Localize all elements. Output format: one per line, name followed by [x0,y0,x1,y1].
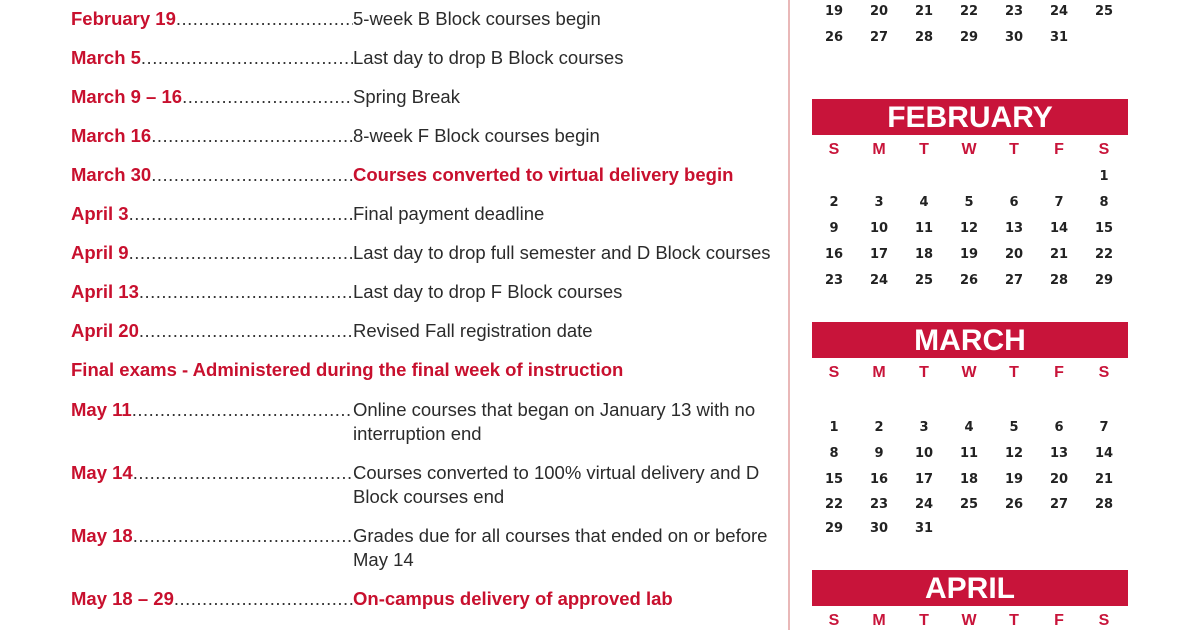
weekday-label: F [1054,141,1064,158]
date-entry [71,524,771,572]
day-number: 12 [1004,446,1024,461]
weekday-label: W [961,364,977,381]
date-entry [71,241,771,265]
entry-date: April 20 [71,320,139,341]
day-number: 20 [869,4,889,19]
weekday-label: M [872,141,886,158]
day-number: 21 [1094,472,1114,487]
date-entry [71,461,771,509]
dot-leader [129,202,353,226]
day-number: 26 [959,273,979,288]
dot-leader [133,461,353,509]
day-number: 17 [914,472,934,487]
weekday-label: S [828,364,840,381]
entry-date: May 18 [71,525,133,546]
day-number: 25 [959,497,979,512]
weekday-label: M [872,364,886,381]
column-divider [788,0,790,630]
dot-leader [132,398,353,446]
dot-leader [133,524,353,572]
entry-description: Courses converted to virtual delivery begin [353,164,734,185]
entry-date: April 3 [71,203,129,224]
date-entry [71,85,771,109]
day-number: 24 [1049,4,1069,19]
day-number: 17 [869,247,889,262]
day-number: 9 [874,446,884,461]
day-number: 30 [869,521,889,536]
month-calendar [812,322,1128,536]
weekday-label: S [1098,364,1110,381]
entry-description: Final payment deadline [353,203,545,224]
entry-date: April 9 [71,242,129,263]
day-number: 13 [1004,221,1024,236]
weekday-label: T [1009,364,1019,381]
day-number: 23 [824,273,844,288]
day-number: 11 [914,221,934,236]
day-number: 28 [1094,497,1114,512]
weekday-label: W [961,141,977,158]
entry-date: May 11 [71,399,132,420]
entry-date: March 9 – 16 [71,86,183,107]
day-number: 2 [874,420,884,435]
entry-date: March 5 [71,47,141,68]
date-entry [71,7,771,31]
weekday-label: S [828,141,840,158]
entry-date: March 16 [71,125,152,146]
day-number: 1 [1099,169,1109,184]
day-number: 31 [914,521,934,536]
day-number: 10 [914,446,934,461]
weekday-label: T [919,141,929,158]
day-number: 4 [919,195,929,210]
day-number: 29 [824,521,844,536]
weekday-label: F [1054,612,1064,629]
date-leader [71,398,353,446]
day-number: 27 [1004,273,1024,288]
day-number: 24 [914,497,934,512]
date-entry [71,202,771,226]
date-entry [71,163,771,187]
entry-date: March 30 [71,164,152,185]
entry-date: May 14 [71,462,133,483]
weekday-label: T [919,612,929,629]
date-leader [71,7,353,31]
day-number: 6 [1009,195,1019,210]
date-leader [71,85,353,109]
entry-description: Spring Break [353,86,460,107]
day-number: 26 [824,30,844,45]
weekday-label: M [872,612,886,629]
day-number: 14 [1094,446,1114,461]
academic-dates-list [71,7,771,626]
weekday-label: T [1009,141,1019,158]
date-entry [71,587,771,611]
dot-leader [129,241,353,265]
day-number: 19 [959,247,979,262]
month-header: APRIL [812,570,1128,606]
date-leader [71,524,353,572]
section-heading: Final exams - Administered during the final week of instruction [71,359,624,380]
date-entry [71,280,771,304]
day-number: 19 [1004,472,1024,487]
day-number: 5 [1009,420,1019,435]
day-number: 28 [1049,273,1069,288]
day-number: 8 [829,446,839,461]
dot-leader [182,85,353,109]
day-number: 22 [1094,247,1114,262]
day-number: 26 [1004,497,1024,512]
month-header: FEBRUARY [812,99,1128,135]
day-number: 29 [1094,273,1114,288]
day-number: 24 [869,273,889,288]
entry-date: February 19 [71,8,176,29]
day-number: 3 [919,420,929,435]
date-leader [71,319,353,343]
weekday-label: S [828,612,840,629]
day-number: 16 [869,472,889,487]
date-entry [71,319,771,343]
day-number: 20 [1004,247,1024,262]
weekday-label: F [1054,364,1064,381]
day-number: 5 [964,195,974,210]
day-number: 31 [1049,30,1069,45]
day-number: 28 [914,30,934,45]
entry-description: Revised Fall registration date [353,320,593,341]
day-number: 16 [824,247,844,262]
day-number: 10 [869,221,889,236]
dot-leader [174,587,353,611]
entry-date: April 13 [71,281,139,302]
dot-leader [151,124,353,148]
day-number: 1 [829,420,839,435]
day-number: 25 [914,273,934,288]
dot-leader [141,46,353,70]
entry-description: Last day to drop F Block courses [353,281,623,302]
day-number: 3 [874,195,884,210]
day-number: 14 [1049,221,1069,236]
date-leader [71,461,353,509]
day-number: 7 [1054,195,1064,210]
month-calendar [812,570,1128,629]
weekday-label: S [1098,141,1110,158]
entry-description: 8-week F Block courses begin [353,125,600,146]
date-entry [71,398,771,446]
day-number: 9 [829,221,839,236]
day-number: 6 [1054,420,1064,435]
entry-description: Courses converted to 100% virtual delivery and D Block courses end [353,462,760,507]
day-number: 25 [1094,4,1114,19]
day-number: 21 [914,4,934,19]
day-number: 11 [959,446,979,461]
day-number: 23 [869,497,889,512]
day-number: 12 [959,221,979,236]
day-number: 13 [1049,446,1069,461]
day-number: 20 [1049,472,1069,487]
day-number: 15 [824,472,844,487]
day-number: 27 [869,30,889,45]
day-number: 30 [1004,30,1024,45]
day-number: 29 [959,30,979,45]
entry-description: 5-week B Block courses begin [353,8,601,29]
entry-description: On-campus delivery of approved lab [353,588,673,609]
day-number: 22 [824,497,844,512]
date-leader [71,202,353,226]
weekday-label: T [1009,612,1019,629]
date-leader [71,124,353,148]
date-leader [71,46,353,70]
day-number: 27 [1049,497,1069,512]
month-header: MARCH [812,322,1128,358]
date-entry [71,124,771,148]
dot-leader [176,7,353,31]
entry-description: Last day to drop full semester and D Block courses [353,242,771,263]
date-leader [71,280,353,304]
day-number: 4 [964,420,974,435]
weekday-label: W [961,612,977,629]
entry-description: Online courses that began on January 13 with no interruption end [353,399,756,444]
date-entry [71,46,771,70]
date-leader [71,163,353,187]
day-number: 18 [914,247,934,262]
day-number: 18 [959,472,979,487]
day-number: 19 [824,4,844,19]
entry-description: Last day to drop B Block courses [353,47,624,68]
day-number: 2 [829,195,839,210]
entry-description: Grades due for all courses that ended on or before May 14 [353,525,768,570]
dot-leader [151,163,353,187]
day-number: 7 [1099,420,1109,435]
dot-leader [139,319,353,343]
entry-date: May 18 – 29 [71,588,174,609]
day-number: 23 [1004,4,1024,19]
month-calendar [812,99,1128,288]
day-number: 15 [1094,221,1114,236]
day-number: 8 [1099,195,1109,210]
weekday-label: S [1098,612,1110,629]
day-number: 22 [959,4,979,19]
date-leader [71,587,353,611]
date-leader [71,241,353,265]
dot-leader [139,280,353,304]
weekday-label: T [919,364,929,381]
day-number: 21 [1049,247,1069,262]
